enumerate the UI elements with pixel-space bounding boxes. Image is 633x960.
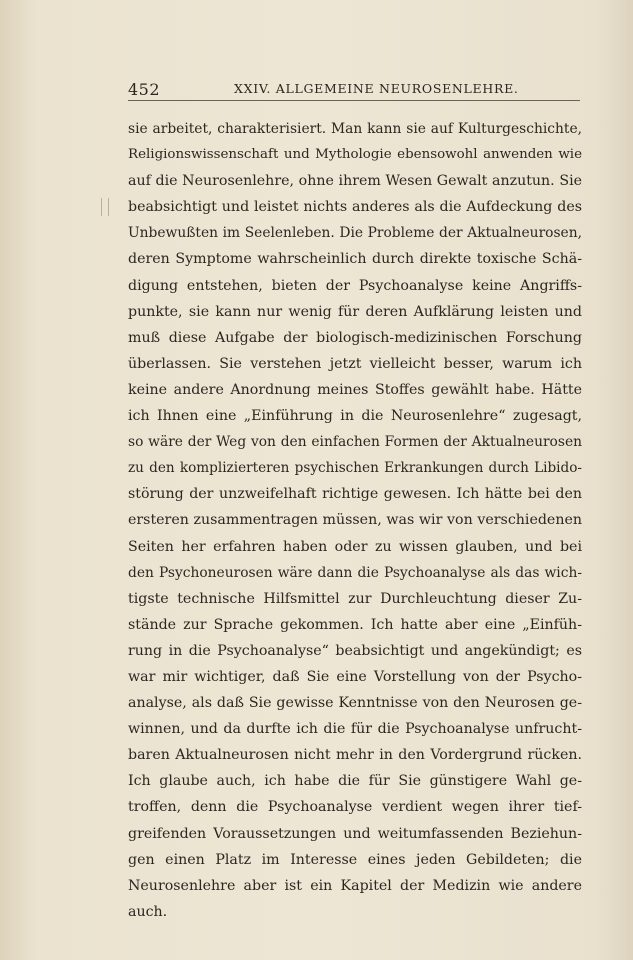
text-line: baren Aktualneurosen nicht mehr in den Vordergrund rücken. [128, 747, 582, 764]
text-line: zu den komplizierteren psychischen Erkrankungen durch Libido- [128, 460, 582, 477]
text-line: tigste technische Hilfsmittel zur Durchleuchtung dieser Zu- [128, 590, 582, 607]
text-line: Neurosenlehre aber ist ein Kapitel der Medizin wie andere [128, 877, 582, 894]
text-line: digung entstehen, bieten der Psychoanalyse keine Angriffs- [128, 277, 582, 294]
text-line: war mir wichtiger, daß Sie eine Vorstellung von der Psycho- [128, 668, 582, 685]
text-line: überlassen. Sie verstehen jetzt vielleicht besser, warum ich [128, 355, 582, 372]
text-line: beabsichtigt und leistet nichts anderes als die Aufdeckung des [128, 199, 582, 216]
text-line: Unbewußten im Seelenleben. Die Probleme der Aktualneurosen, [128, 225, 582, 242]
text-line: gen einen Platz im Interesse eines jeden Gebildeten; die [128, 851, 582, 868]
text-line: muß diese Aufgabe der biologisch-medizinischen Forschung [128, 329, 582, 346]
text-line: deren Symptome wahrscheinlich durch direkte toxische Schä- [128, 251, 582, 268]
margin-mark [101, 198, 109, 216]
text-line: sie arbeitet, charakterisiert. Man kann sie auf Kulturgeschichte, [128, 121, 582, 137]
text-line: ersteren zusammentragen müssen, was wir von verschiedenen [128, 512, 582, 529]
header-rule [128, 100, 580, 101]
text-line: auch. [128, 903, 168, 920]
text-line: störung der unzweifelhaft richtige gewesen. Ich hätte bei den [128, 486, 582, 503]
text-line: troffen, denn die Psychoanalyse verdient wegen ihrer tief- [128, 799, 582, 816]
running-title: XXIV. ALLGEMEINE NEUROSENLEHRE. [234, 81, 519, 96]
text-line: so wäre der Weg von den einfachen Formen der Aktualneurosen [128, 434, 582, 451]
text-line: den Psychoneurosen wäre dann die Psychoanalyse als das wich- [128, 564, 582, 581]
page-header [128, 78, 580, 100]
body-text [128, 116, 582, 925]
text-line: auf die Neurosenlehre, ohne ihrem Wesen Gewalt anzutun. Sie [128, 173, 582, 190]
text-line: stände zur Sprache gekommen. Ich hatte aber eine „Einfüh- [128, 616, 582, 633]
text-line: winnen, und da durfte ich die für die Psychoanalyse unfrucht- [128, 721, 582, 738]
text-line: keine andere Anordnung meines Stoffes gewählt habe. Hätte [128, 381, 582, 398]
text-line: Religionswissenschaft und Mythologie ebensowohl anwenden wie [128, 147, 582, 163]
text-line: ich Ihnen eine „Einführung in die Neurosenlehre“ zugesagt, [128, 408, 582, 425]
text-line: analyse, als daß Sie gewisse Kenntnisse von den Neurosen ge- [128, 695, 582, 712]
page-number: 452 [128, 80, 161, 99]
text-line: Seiten her erfahren haben oder zu wissen glauben, und bei [128, 538, 582, 555]
text-line: rung in die Psychoanalyse“ beabsichtigt und angekündigt; es [128, 642, 582, 659]
text-line: punkte, sie kann nur wenig für deren Aufklärung leisten und [128, 303, 582, 320]
text-line: greifenden Voraussetzungen und weitumfassenden Beziehun- [128, 825, 582, 842]
text-line: Ich glaube auch, ich habe die für Sie günstigere Wahl ge- [128, 773, 582, 790]
